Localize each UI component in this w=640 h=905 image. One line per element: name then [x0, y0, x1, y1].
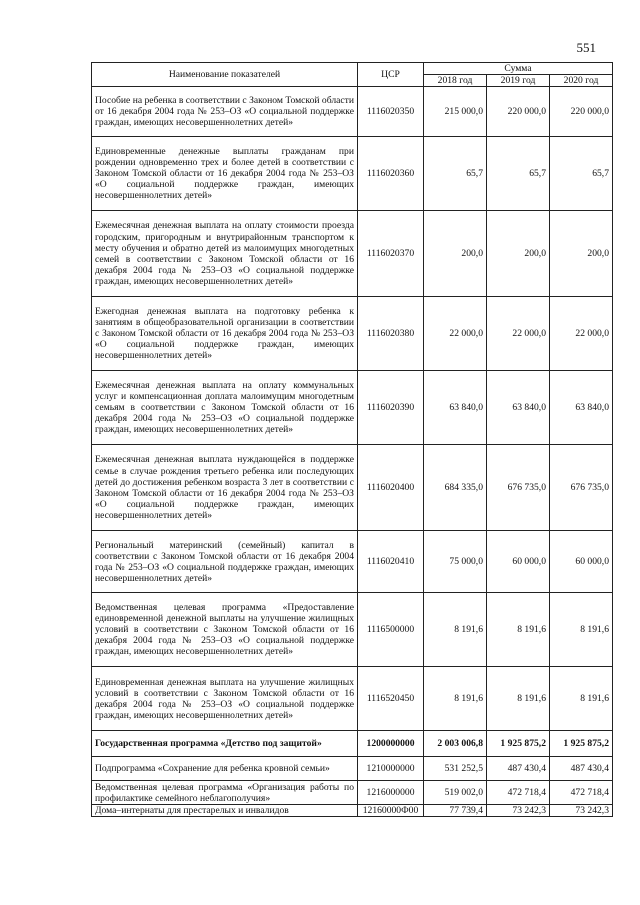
table-row	[92, 531, 613, 593]
table-row	[92, 445, 613, 531]
row-value-2018: 684 335,0	[424, 445, 487, 531]
row-value-2019: 60 000,0	[487, 531, 550, 593]
row-name: Ежегодная денежная выплата на подготовку ребенка к занятиям в общеобразовательной организации в соответствии с Законом Томской области от 16 декабря 2004 года № 253–ОЗ «О социальной поддержке граждан, имеющих несовершеннолетних детей»	[92, 297, 358, 371]
row-value-2020: 60 000,0	[550, 531, 613, 593]
row-value-2020: 487 430,4	[550, 757, 613, 781]
header-sum: Сумма	[424, 63, 613, 75]
row-csr: 1210000000	[358, 757, 424, 781]
row-value-2019: 472 718,4	[487, 781, 550, 805]
table-row	[92, 757, 613, 781]
row-name: Пособие на ребенка в соответствии с Законом Томской области от 16 декабря 2004 года № 253–ОЗ «О социальной поддержке граждан, имеющих несовершеннолетних детей»	[92, 87, 358, 137]
row-csr: 1116020350	[358, 87, 424, 137]
row-value-2018: 75 000,0	[424, 531, 487, 593]
row-value-2020: 63 840,0	[550, 371, 613, 445]
table-row	[92, 371, 613, 445]
row-value-2020: 22 000,0	[550, 297, 613, 371]
table-body	[92, 87, 613, 817]
header-csr: ЦСР	[358, 63, 424, 87]
row-value-2020: 200,0	[550, 211, 613, 297]
row-name: Ведомственная целевая программа «Организация работы по профилактике семейного неблагополучия»	[92, 781, 358, 805]
row-name: Ведомственная целевая программа «Предоставление единовременной денежной выплаты на улучшение жилищных условий в соответствии с Законом Томской области от 16 декабря 2004 года № 253–ОЗ «О социальной поддержке граждан, имеющих несовершеннолетних детей»	[92, 593, 358, 667]
row-value-2018: 8 191,6	[424, 667, 487, 731]
row-name: Ежемесячная денежная выплата нуждающейся в поддержке семье в случае рождения третьего ребенка или последующих детей до достижения ребенком возраста 3 лет в соответствии с Законом Томской области от 16 декабря 2004 года № 253–ОЗ «О социальной поддержке граждан, имеющих несовершеннолетних детей»	[92, 445, 358, 531]
table-row	[92, 297, 613, 371]
row-value-2020: 65,7	[550, 137, 613, 211]
header-name: Наименование показателей	[92, 63, 358, 87]
header-year-2020: 2020 год	[550, 75, 613, 87]
table-row	[92, 781, 613, 805]
row-value-2019: 8 191,6	[487, 593, 550, 667]
row-value-2019: 1 925 875,2	[487, 731, 550, 757]
row-csr: 1116020400	[358, 445, 424, 531]
row-value-2019: 65,7	[487, 137, 550, 211]
row-value-2019: 676 735,0	[487, 445, 550, 531]
row-value-2020: 8 191,6	[550, 593, 613, 667]
row-csr: 1116020370	[358, 211, 424, 297]
row-value-2019: 200,0	[487, 211, 550, 297]
row-value-2019: 8 191,6	[487, 667, 550, 731]
row-value-2020: 73 242,3	[550, 805, 613, 817]
row-csr: 1116020380	[358, 297, 424, 371]
table-row	[92, 137, 613, 211]
row-value-2019: 73 242,3	[487, 805, 550, 817]
row-value-2018: 2 003 006,8	[424, 731, 487, 757]
page-number: 551	[576, 40, 596, 55]
row-value-2020: 8 191,6	[550, 667, 613, 731]
row-csr: 1116020360	[358, 137, 424, 211]
row-name: Ежемесячная денежная выплата на оплату стоимости проезда городским, пригородным и внутрирайонным транспортом к месту обучения и обратно детей из малоимущих многодетных семей в соответствии с Законом Томской области от 16 декабря 2004 года № 253–ОЗ «О социальной поддержке граждан, имеющих несовершеннолетних детей»	[92, 211, 358, 297]
row-csr: 1116020390	[358, 371, 424, 445]
row-csr: 1116500000	[358, 593, 424, 667]
row-value-2018: 22 000,0	[424, 297, 487, 371]
row-name: Региональный материнский (семейный) капитал в соответствии с Законом Томской области от 16 декабря 2004 года № 253–ОЗ «О социальной поддержке граждан, имеющих несовершеннолетних детей»	[92, 531, 358, 593]
row-value-2018: 65,7	[424, 137, 487, 211]
table-row	[92, 593, 613, 667]
row-value-2018: 200,0	[424, 211, 487, 297]
row-value-2018: 519 002,0	[424, 781, 487, 805]
header-year-2019: 2019 год	[487, 75, 550, 87]
row-name: Единовременная денежная выплата на улучшение жилищных условий в соответствии с Законом Томской области от 16 декабря 2004 года № 253–ОЗ «О социальной поддержке граждан, имеющих несовершеннолетних детей»	[92, 667, 358, 731]
row-value-2018: 63 840,0	[424, 371, 487, 445]
row-value-2018: 77 739,4	[424, 805, 487, 817]
row-value-2020: 1 925 875,2	[550, 731, 613, 757]
budget-table	[91, 62, 613, 817]
table-row	[92, 87, 613, 137]
row-csr: 1116520450	[358, 667, 424, 731]
row-value-2019: 487 430,4	[487, 757, 550, 781]
row-csr: 1216000000	[358, 781, 424, 805]
table-row	[92, 211, 613, 297]
row-name: Ежемесячная денежная выплата на оплату коммунальных услуг и компенсационная доплата малоимущим многодетным семьям в соответствии с Законом Томской области от 16 декабря 2004 года № 253–ОЗ «О социальной поддержке граждан, имеющих несовершеннолетних детей»	[92, 371, 358, 445]
table-row	[92, 731, 613, 757]
table-row	[92, 805, 613, 817]
row-value-2018: 215 000,0	[424, 87, 487, 137]
row-value-2020: 220 000,0	[550, 87, 613, 137]
row-value-2019: 63 840,0	[487, 371, 550, 445]
row-name: Единовременные денежные выплаты гражданам при рождении одновременно трех и более детей в соответствии с Законом Томской области от 16 декабря 2004 года № 253–ОЗ «О социальной поддержке граждан, имеющих несовершеннолетних детей»	[92, 137, 358, 211]
row-value-2018: 531 252,5	[424, 757, 487, 781]
row-value-2018: 8 191,6	[424, 593, 487, 667]
table-row	[92, 667, 613, 731]
header-year-2018: 2018 год	[424, 75, 487, 87]
row-csr: 1116020410	[358, 531, 424, 593]
row-csr: 12160000Ф00	[358, 805, 424, 817]
row-name: Дома–интернаты для престарелых и инвалидов	[92, 805, 358, 817]
row-value-2020: 472 718,4	[550, 781, 613, 805]
row-value-2020: 676 735,0	[550, 445, 613, 531]
row-value-2019: 22 000,0	[487, 297, 550, 371]
row-csr: 1200000000	[358, 731, 424, 757]
row-value-2019: 220 000,0	[487, 87, 550, 137]
row-name: Подпрограмма «Сохранение для ребенка кровной семьи»	[92, 757, 358, 781]
row-name: Государственная программа «Детство под защитой»	[92, 731, 358, 757]
